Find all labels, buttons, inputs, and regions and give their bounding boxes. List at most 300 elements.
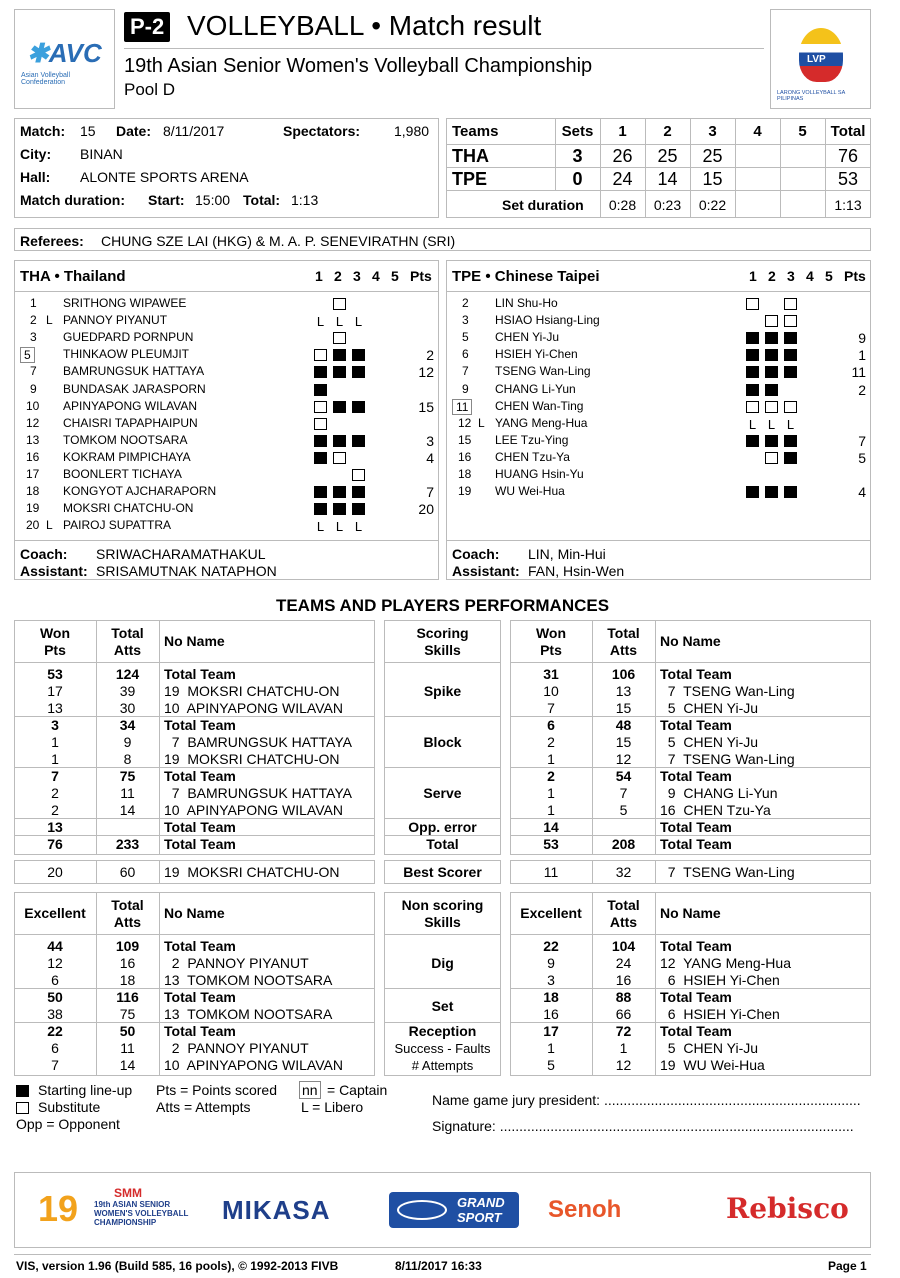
team-a-coach: SRIWACHARAMATHAKUL — [96, 546, 266, 562]
player-cell: 6 HSIEH Yi-Chen — [660, 1006, 780, 1022]
atts-cell: 8 — [123, 751, 132, 767]
substitute-icon — [746, 401, 759, 413]
player-points: 4 — [858, 484, 866, 501]
footer-datetime: 8/11/2017 16:33 — [395, 1259, 482, 1273]
atts-cell: 72 — [615, 1023, 632, 1039]
won-cell: 7 — [51, 768, 59, 784]
player-points: 4 — [426, 449, 434, 466]
player-name: CHEN Wan-Ting — [495, 398, 584, 413]
player-number: 2 — [462, 296, 469, 310]
won-cell: 1 — [547, 802, 555, 818]
won-cell: 20 — [47, 864, 63, 880]
player-points: 1 — [858, 347, 866, 364]
won-cell: 6 — [547, 717, 555, 733]
duration-label: Match duration: — [20, 192, 125, 208]
starting-lineup-icon — [352, 435, 365, 447]
starting-lineup-icon — [314, 435, 327, 447]
atts-cell: 11 — [120, 785, 135, 801]
avc-logo-box — [14, 9, 115, 109]
starting-lineup-icon — [314, 503, 327, 515]
player-cell: 16 CHEN Tzu-Ya — [660, 802, 771, 818]
libero-set-marker: L — [767, 416, 776, 432]
player-cell: Total Team — [660, 717, 732, 733]
starting-lineup-icon — [746, 486, 759, 498]
player-number: 3 — [30, 330, 37, 345]
player-cell: Total Team — [164, 938, 236, 954]
col-header: 1 — [749, 268, 757, 284]
player-points: 2 — [426, 347, 434, 364]
best-scorer-label: Best Scorer — [403, 864, 482, 880]
player-row — [14, 382, 439, 399]
player-points: 5 — [858, 449, 866, 466]
won-cell: 50 — [47, 989, 63, 1005]
match-number: 15 — [80, 123, 96, 139]
starting-lineup-icon — [352, 349, 365, 361]
substitute-icon — [784, 401, 797, 413]
player-points: 12 — [418, 364, 434, 381]
starting-lineup-icon — [314, 452, 327, 464]
won-cell: 16 — [543, 1006, 559, 1022]
player-cell: 13 TOMKOM NOOTSARA — [164, 972, 333, 988]
pool-name: Pool D — [124, 80, 176, 99]
player-name: MOKSRI CHATCHU-ON — [63, 501, 194, 516]
won-cell: 18 — [543, 989, 559, 1005]
substitute-icon — [784, 315, 797, 327]
substitute-icon — [765, 401, 778, 413]
player-cell: 7 BAMRUNGSUK HATTAYA — [164, 734, 352, 750]
won-header — [510, 625, 592, 659]
player-cell: Total Team — [660, 989, 732, 1005]
player-cell: 6 HSIEH Yi-Chen — [660, 972, 780, 988]
libero-marker: L — [46, 313, 53, 328]
libero-set-marker: L — [786, 416, 795, 432]
spectators-label: Spectators: — [283, 123, 361, 139]
player-name: HUANG Hsin-Yu — [495, 467, 584, 481]
atts-cell: 13 — [615, 683, 632, 699]
substitute-icon — [765, 315, 778, 327]
sponsor-championship-text: 19th ASIAN SENIOR WOMEN'S VOLLEYBALL CHAMPIONSHIP — [94, 1200, 189, 1227]
player-row — [14, 484, 439, 501]
no-name-header: No Name — [164, 905, 225, 921]
header-line: Skills — [424, 914, 461, 930]
player-row — [14, 313, 439, 330]
starting-lineup-icon — [333, 366, 346, 378]
starting-lineup-icon — [333, 503, 346, 515]
player-cell: 10 APINYAPONG WILAVAN — [164, 802, 343, 818]
won-cell: 12 — [47, 955, 63, 971]
header-line: Excellent — [520, 905, 582, 921]
atts-cell: 16 — [615, 972, 632, 988]
won-cell: 31 — [543, 666, 559, 682]
starting-lineup-icon — [746, 332, 759, 344]
player-points: 7 — [858, 432, 866, 449]
starting-lineup-icon — [784, 332, 797, 344]
skill-line: # Attempts — [411, 1058, 474, 1073]
starting-lineup-icon — [746, 435, 759, 447]
player-points: 15 — [418, 398, 434, 415]
player-number: 13 — [26, 432, 40, 447]
player-name: LIN Shu-Ho — [495, 296, 558, 310]
lvp-logo-box: LVP LARONG VOLLEYBALL SA PILIPINAS — [770, 9, 871, 109]
set-score: 26 — [612, 146, 633, 166]
atts-cell: 106 — [611, 666, 636, 682]
player-number: 17 — [26, 467, 40, 481]
player-number: 2 — [30, 313, 37, 328]
header-line: Atts — [609, 914, 638, 930]
total-duration: 1:13 — [834, 197, 862, 213]
player-name: GUEDPARD PORNPUN — [63, 330, 194, 345]
player-row — [14, 296, 439, 313]
atts-cell: 48 — [615, 717, 632, 733]
libero-set-marker: L — [316, 519, 325, 535]
total-points: 53 — [837, 169, 859, 189]
legend-starting: Starting line-up — [38, 1082, 133, 1098]
player-row — [14, 330, 439, 347]
player-cell: 19 MOKSRI CHATCHU-ON — [164, 751, 340, 767]
atts-cell: 18 — [119, 972, 136, 988]
player-number: 16 — [458, 449, 472, 464]
report-code: P-2 — [124, 12, 170, 42]
player-number: 19 — [458, 484, 472, 499]
won-cell: 1 — [51, 734, 59, 750]
total-atts-header — [96, 897, 159, 931]
player-name: APINYAPONG WILAVAN — [63, 398, 198, 413]
sponsor-championship-logo: 19 SMM 19th ASIAN SENIOR WOMEN'S VOLLEYBALL CHAMPIONSHIP — [38, 1184, 198, 1234]
player-row — [14, 467, 439, 484]
player-number: 5 — [462, 330, 469, 345]
player-cell: Total Team — [660, 768, 732, 784]
starting-lineup-icon — [352, 401, 365, 413]
won-cell: 2 — [547, 734, 555, 750]
won-cell: 17 — [47, 683, 63, 699]
player-cell: Total Team — [164, 666, 236, 682]
skill-line: Total — [426, 836, 459, 852]
atts-cell: 15 — [615, 734, 632, 750]
total-atts-header — [96, 625, 159, 659]
skill-label — [384, 819, 501, 836]
player-cell: Total Team — [164, 717, 236, 733]
header-line: Total — [111, 625, 144, 641]
header-line: Won — [535, 625, 567, 641]
substitute-icon — [784, 298, 797, 310]
starting-lineup-icon — [765, 384, 778, 396]
won-header — [14, 625, 96, 659]
player-number: 10 — [26, 398, 40, 413]
player-name: BUNDASAK JARASPORN — [63, 381, 206, 396]
atts-cell: 75 — [119, 1006, 136, 1022]
jury-president-field[interactable]: Name game jury president: .................................................................. — [432, 1092, 861, 1108]
team-code: THA — [452, 146, 489, 166]
substitute-icon — [746, 298, 759, 310]
won-cell: 13 — [47, 819, 63, 835]
atts-cell: 5 — [619, 802, 628, 818]
atts-cell: 124 — [115, 666, 140, 682]
won-cell: 2 — [547, 768, 555, 784]
atts-cell: 9 — [123, 734, 132, 750]
starting-lineup-icon — [333, 486, 346, 498]
header-line: Total — [607, 625, 640, 641]
atts-cell: 233 — [115, 836, 140, 852]
player-row — [14, 433, 439, 450]
total-points: 76 — [837, 146, 859, 166]
substitute-icon — [314, 418, 327, 430]
legend-substitute: Substitute — [38, 1099, 101, 1115]
player-name: BOONLERT TICHAYA — [63, 467, 182, 481]
starting-lineup-icon — [314, 486, 327, 498]
player-name: WU Wei-Hua — [495, 484, 565, 499]
skill-label — [384, 683, 501, 700]
team-b-title: TPE • Chinese Taipei — [452, 268, 600, 285]
starting-lineup-icon — [16, 1085, 29, 1097]
skill-label — [384, 734, 501, 751]
won-cell: 53 — [47, 666, 63, 682]
player-number: 7 — [462, 364, 469, 379]
starting-lineup-icon — [765, 349, 778, 361]
assistant-label: Assistant: — [20, 563, 88, 579]
starting-lineup-icon — [333, 401, 346, 413]
player-cell: 7 TSENG Wan-Ling — [660, 864, 795, 880]
col-header: 1 — [315, 268, 323, 284]
sponsor-grandsport-b: SPORT — [457, 1210, 502, 1225]
skill-line: Spike — [423, 683, 462, 699]
player-cell: Total Team — [164, 819, 236, 835]
header-line: Total — [607, 897, 640, 913]
skill-line: Block — [423, 734, 462, 750]
substitute-icon — [765, 452, 778, 464]
no-name-header: No Name — [660, 905, 721, 921]
player-row — [446, 382, 871, 399]
player-row — [14, 416, 439, 433]
set-score: 24 — [612, 169, 633, 189]
set-duration-label: Set duration — [502, 197, 584, 213]
player-row — [446, 364, 871, 381]
player-row — [14, 347, 439, 364]
libero-marker: L — [46, 518, 53, 533]
player-points: 3 — [426, 432, 434, 449]
player-cell: 10 APINYAPONG WILAVAN — [164, 700, 343, 716]
won-cell: 5 — [547, 1057, 555, 1073]
won-cell: 53 — [543, 836, 559, 852]
starting-lineup-icon — [352, 503, 365, 515]
col-header: 2 — [334, 268, 342, 284]
libero-marker: L — [478, 415, 485, 430]
libero-set-marker: L — [354, 519, 363, 535]
starting-lineup-icon — [765, 435, 778, 447]
won-cell: 6 — [51, 1040, 59, 1056]
won-cell: 44 — [47, 938, 63, 954]
player-row — [446, 399, 871, 416]
player-cell: Total Team — [660, 819, 732, 835]
won-cell: 3 — [51, 717, 59, 733]
hall-label: Hall: — [20, 169, 51, 185]
date-label: Date: — [116, 123, 152, 139]
player-cell: 2 PANNOY PIYANUT — [164, 955, 309, 971]
player-row — [446, 330, 871, 347]
skill-label — [384, 785, 501, 802]
set3-header: 3 — [708, 123, 717, 140]
team-a-pts-header: Pts — [410, 268, 432, 284]
set4-header: 4 — [753, 123, 762, 140]
header-line: Total — [111, 897, 144, 913]
substitute-icon — [314, 401, 327, 413]
player-cell: 12 YANG Meng-Hua — [660, 955, 791, 971]
player-cell: 7 TSENG Wan-Ling — [660, 751, 795, 767]
starting-lineup-icon — [765, 366, 778, 378]
set-duration: 0:22 — [698, 197, 727, 213]
starting-lineup-icon — [314, 366, 327, 378]
atts-cell: 109 — [115, 938, 140, 954]
sets-won: 3 — [572, 146, 583, 166]
atts-cell: 14 — [119, 802, 136, 818]
player-points: 20 — [418, 501, 434, 518]
atts-cell: 12 — [615, 751, 632, 767]
no-name-header: No Name — [164, 633, 225, 649]
total-atts-header — [592, 625, 655, 659]
player-cell: 10 APINYAPONG WILAVAN — [164, 1057, 343, 1073]
player-cell: Total Team — [164, 989, 236, 1005]
sponsor-grandsport-a: GRAND — [457, 1195, 505, 1210]
won-cell: 7 — [547, 700, 555, 716]
sets-won: 0 — [572, 169, 583, 189]
set-duration: 0:28 — [608, 197, 637, 213]
player-row — [14, 501, 439, 518]
player-cell: 19 MOKSRI CHATCHU-ON — [164, 683, 340, 699]
starting-lineup-icon — [784, 435, 797, 447]
player-cell: 7 BAMRUNGSUK HATTAYA — [164, 785, 352, 801]
col-header: 4 — [372, 268, 380, 284]
avc-sub: Asian Volleyball Confederation — [21, 72, 71, 86]
legend-libero: L = Libero — [301, 1099, 364, 1115]
sponsor-senoh: Senoh — [548, 1196, 622, 1223]
header-line: Atts — [113, 914, 142, 930]
col-header: 5 — [825, 268, 833, 284]
skill-label — [384, 998, 501, 1015]
player-number: 9 — [30, 381, 37, 396]
player-number: 6 — [462, 347, 469, 362]
set-score: 25 — [702, 146, 723, 166]
legend-opp: Opp = Opponent — [16, 1116, 120, 1132]
player-name: PAIROJ SUPATTRA — [63, 518, 172, 533]
substitute-icon — [16, 1102, 29, 1114]
won-cell: 2 — [51, 785, 59, 801]
starting-lineup-icon — [352, 486, 365, 498]
player-row — [14, 364, 439, 381]
player-row — [446, 484, 871, 501]
atts-cell: 39 — [119, 683, 136, 699]
won-cell: 38 — [47, 1006, 63, 1022]
player-row — [446, 416, 871, 433]
player-number: 18 — [26, 484, 40, 499]
total-atts-header — [592, 897, 655, 931]
player-cell: 7 TSENG Wan-Ling — [660, 683, 795, 699]
legend-captain: = Captain — [327, 1082, 388, 1098]
skill-line: Opp. error — [408, 819, 477, 835]
player-row — [446, 467, 871, 484]
libero-set-marker: L — [316, 314, 325, 330]
skill-label — [384, 836, 501, 853]
start-label: Start: — [148, 192, 185, 208]
substitute-icon — [352, 469, 365, 481]
player-name: BAMRUNGSUK HATTAYA — [63, 364, 205, 379]
spectators-value: 1,980 — [394, 123, 430, 139]
total-header: Total — [830, 123, 866, 140]
atts-cell: 15 — [615, 700, 632, 716]
player-row — [14, 518, 439, 535]
atts-cell: 50 — [119, 1023, 136, 1039]
performances-title: TEAMS AND PLAYERS PERFORMANCES — [275, 596, 610, 615]
libero-set-marker: L — [354, 314, 363, 330]
substitute-icon — [333, 452, 346, 464]
header-line: Atts — [113, 642, 142, 658]
team-b-pts-header: Pts — [844, 268, 866, 284]
header-line: Excellent — [24, 905, 86, 921]
team-b-coach: LIN, Min-Hui — [528, 546, 606, 562]
substitute-icon — [333, 332, 346, 344]
won-cell: 1 — [547, 751, 555, 767]
championship-name: 19th Asian Senior Women's Volleyball Championship — [124, 55, 593, 77]
header-line: Scoring — [416, 625, 469, 641]
player-points: 2 — [858, 381, 866, 398]
player-name: HSIAO Hsiang-Ling — [495, 313, 600, 328]
player-cell: 2 PANNOY PIYANUT — [164, 1040, 309, 1056]
footer-page: Page 1 — [828, 1259, 867, 1273]
hall-value: ALONTE SPORTS ARENA — [80, 169, 249, 185]
player-name: HSIEH Yi-Chen — [495, 347, 578, 362]
libero-set-marker: L — [335, 519, 344, 535]
no-name-header: No Name — [660, 633, 721, 649]
atts-cell: 14 — [119, 1057, 136, 1073]
coach-label: Coach: — [20, 546, 68, 562]
won-cell: 76 — [47, 836, 63, 852]
city-value: BINAN — [80, 146, 123, 162]
set-score: 25 — [657, 146, 678, 166]
col-header: 3 — [787, 268, 795, 284]
starting-lineup-icon — [784, 452, 797, 464]
player-number: 12 — [458, 415, 472, 430]
skill-line: Dig — [431, 955, 454, 971]
set-score: 14 — [657, 169, 678, 189]
player-cell: Total Team — [660, 836, 732, 852]
teams-header: Teams — [452, 123, 499, 140]
signature-field[interactable]: Signature: ........................................................................................... — [432, 1118, 854, 1134]
team-b-assistant: FAN, Hsin-Wen — [528, 563, 625, 579]
player-number: 16 — [26, 449, 40, 464]
set5-header: 5 — [798, 123, 807, 140]
starting-lineup-icon — [746, 384, 759, 396]
player-points: 9 — [858, 330, 866, 347]
header-line: Pts — [540, 642, 562, 658]
won-cell: 9 — [547, 955, 555, 971]
player-cell: 19 WU Wei-Hua — [660, 1057, 765, 1073]
player-points: 7 — [426, 484, 434, 501]
player-number: 5 — [20, 347, 35, 363]
player-row — [14, 450, 439, 467]
won-cell: 10 — [543, 683, 559, 699]
player-cell: Total Team — [660, 1023, 732, 1039]
referees-value: CHUNG SZE LAI (HKG) & M. A. P. SENEVIRATHN (SRI) — [101, 233, 456, 249]
won-cell: 2 — [51, 802, 59, 818]
player-row — [446, 450, 871, 467]
skill-label — [384, 1023, 501, 1074]
skill-label — [384, 955, 501, 972]
atts-cell: 75 — [119, 768, 136, 784]
won-cell: 22 — [543, 938, 559, 954]
starting-lineup-icon — [746, 349, 759, 361]
skill-line: Serve — [423, 785, 462, 801]
player-number: 19 — [26, 501, 40, 516]
skill-line: Success - Faults — [394, 1041, 491, 1056]
player-cell: Total Team — [164, 836, 236, 852]
